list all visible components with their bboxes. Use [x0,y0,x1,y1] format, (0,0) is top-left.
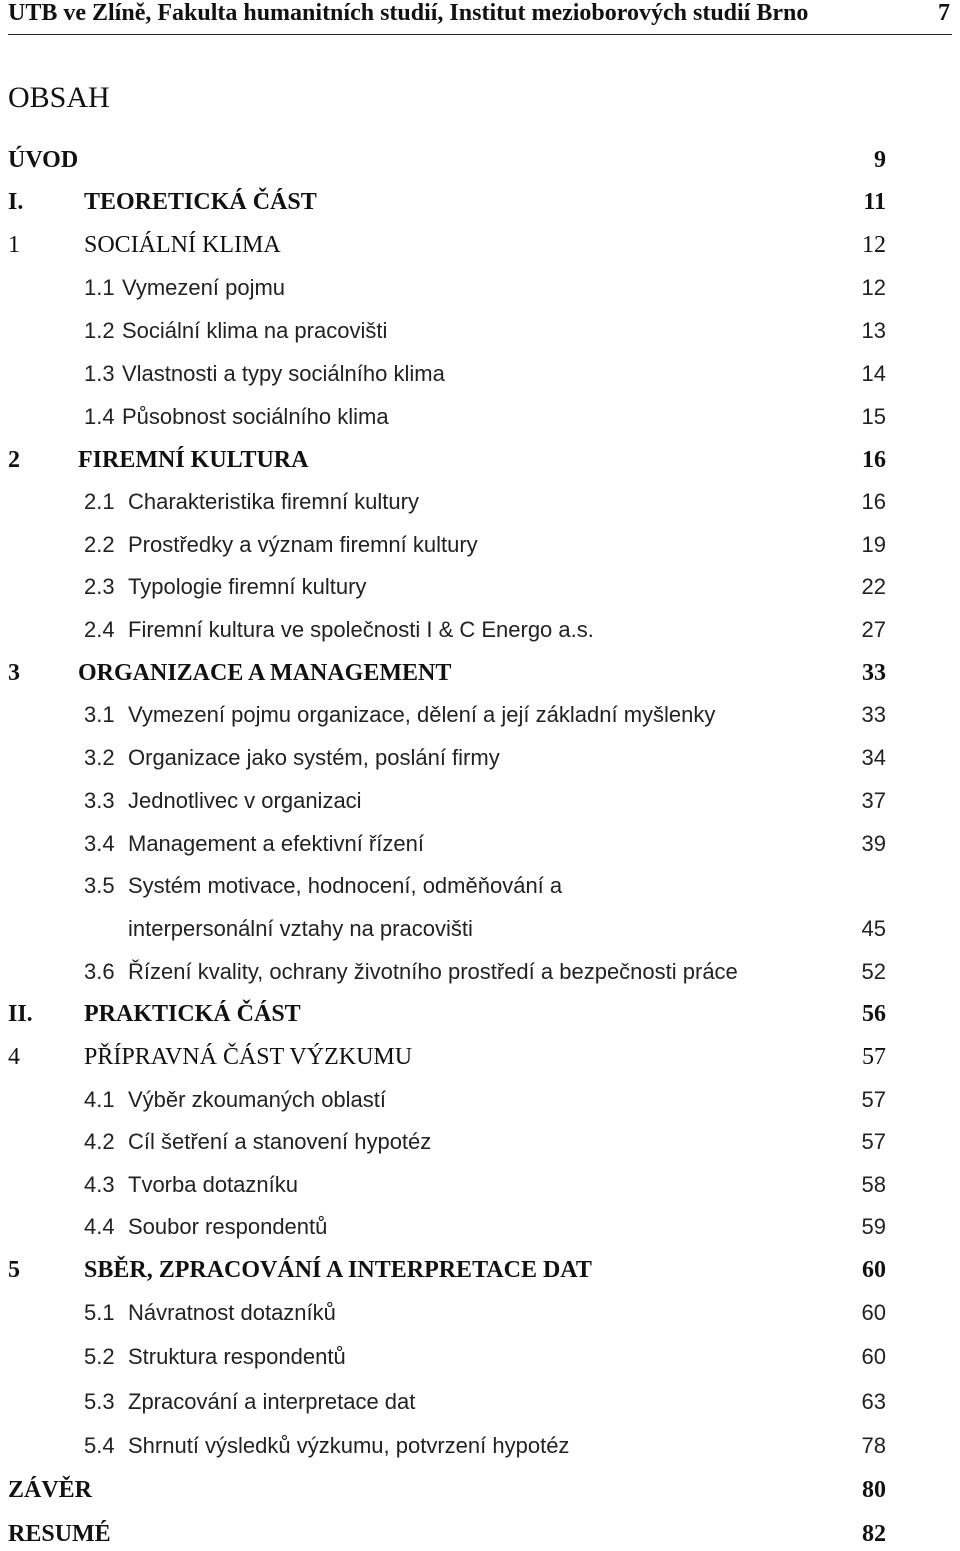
toc-entry-number: 1 [8,232,20,258]
toc-entry-page: 16 [861,489,886,514]
toc-entry-page: 52 [861,959,886,984]
toc-entry-page: 37 [861,788,886,813]
toc-entry [0,869,960,903]
header-title: UTB ve Zlíně, Fakulta humanitních studií, Institut mezioborových studií Brno [8,0,809,26]
toc-entry [0,912,960,946]
toc-entry-title: PŘÍPRAVNÁ ČÁST VÝZKUMU [84,1044,413,1070]
toc-entry-number: 4.1 [84,1087,115,1112]
toc-entry-title: RESUMÉ [8,1521,111,1547]
toc-entry-page: 12 [862,232,886,258]
toc-entry-number: 1.3 [84,361,115,386]
toc-entry-number: 1.2 [84,318,115,343]
toc-entry-title: SBĚR, ZPRACOVÁNÍ A INTERPRETACE DAT [84,1257,592,1283]
toc-entry-page: 15 [861,404,886,429]
toc-entry-page: 33 [862,660,886,686]
toc-entry [0,400,960,434]
toc-entry-number: 2.2 [84,532,115,557]
toc-entry-number: 4.2 [84,1129,115,1154]
toc-entry [0,357,960,391]
toc-entry-number: 5.3 [84,1389,115,1414]
toc-heading: OBSAH [8,81,110,114]
toc-entry [0,656,960,690]
toc-entry [0,1473,960,1507]
toc-entry-title: Shrnutí výsledků výzkumu, potvrzení hypotéz [128,1433,570,1458]
header-page-number: 7 [938,0,950,26]
toc-entry-page: 34 [861,745,886,770]
toc-entry [0,613,960,647]
toc-entry-number: 5 [8,1257,20,1283]
toc-entry-page: 60 [861,1344,886,1369]
toc-entry-title: PRAKTICKÁ ČÁST [84,1001,301,1027]
toc-entry-page: 16 [862,447,886,473]
toc-entry-title: Soubor respondentů [128,1214,328,1239]
toc-entry-title: Charakteristika firemní kultury [128,489,419,514]
toc-entry-title: Prostředky a význam firemní kultury [128,532,478,557]
toc-entry-number: I. [8,189,24,215]
toc-entry-page: 78 [861,1433,886,1458]
toc-entry-page: 56 [862,1001,886,1027]
toc-entry-number: 3.2 [84,745,115,770]
toc-entry-page: 63 [861,1389,886,1414]
toc-entry [0,314,960,348]
toc-entry-page: 9 [874,147,886,173]
toc-entry-title: ÚVOD [8,147,79,173]
toc-entry-title: Organizace jako systém, poslání firmy [128,745,500,770]
toc-entry [0,528,960,562]
toc-entry-title: Sociální klima na pracovišti [122,318,388,343]
toc-entry-title: Struktura respondentů [128,1344,346,1369]
toc-entry-number: 3.3 [84,788,115,813]
toc-entry [0,570,960,604]
toc-entry [0,443,960,477]
toc-entry-title: Management a efektivní řízení [128,831,424,856]
toc-entry [0,485,960,519]
toc-entry-number: 3.1 [84,702,115,727]
toc-entry [0,1083,960,1117]
toc-entry-page: 45 [861,916,886,941]
toc-entry [0,1168,960,1202]
toc-entry-title: Řízení kvality, ochrany životního prostředí a bezpečnosti práce [128,959,738,984]
toc-entry-title: Vlastnosti a typy sociálního klima [122,361,445,386]
toc-entry-title: Návratnost dotazníků [128,1300,336,1325]
toc-entry-title: Působnost sociálního klima [122,404,389,429]
toc-entry-page: 19 [861,532,886,557]
toc-entry [0,1517,960,1551]
toc-entry-page: 82 [862,1521,886,1547]
toc-entry-number: 2 [8,447,20,473]
toc-entry-title: Systém motivace, hodnocení, odměňování a [128,873,563,898]
toc-entry-title: Výběr zkoumaných oblastí [128,1087,387,1112]
toc-entry-number: 5.4 [84,1433,115,1458]
toc-entry-number: 3.4 [84,831,115,856]
toc-entry-title: SOCIÁLNÍ KLIMA [84,232,281,258]
toc-entry-page: 11 [863,189,886,215]
toc-entry-page: 58 [861,1172,886,1197]
toc-entry-page: 60 [861,1300,886,1325]
toc-entry [0,1340,960,1374]
toc-entry-number: 3.5 [84,873,115,898]
toc-entry-page: 12 [861,275,886,300]
toc-entry [0,271,960,305]
toc-entry [0,741,960,775]
toc-entry-title: TEORETICKÁ ČÁST [84,189,317,215]
toc-entry-number: 3.6 [84,959,115,984]
toc-entry-number: 5.1 [84,1300,115,1325]
toc-entry-number: 4.4 [84,1214,115,1239]
toc-entry-title: Tvorba dotazníku [128,1172,298,1197]
toc-entry-number: 5.2 [84,1344,115,1369]
toc-entry-title: Vymezení pojmu organizace, dělení a její základní myšlenky [128,702,716,727]
toc-entry [0,784,960,818]
toc-entry-page: 33 [861,702,886,727]
toc-entry-title: ORGANIZACE A MANAGEMENT [78,660,452,686]
toc-entry [0,955,960,989]
toc-entry-title: Jednotlivec v organizaci [128,788,362,813]
toc-entry-title: interpersonální vztahy na pracovišti [128,916,473,941]
toc-entry-page: 13 [861,318,886,343]
toc-entry-number: 2.3 [84,574,115,599]
toc-entry [0,698,960,732]
toc-entry-number: 4 [8,1044,20,1070]
toc-entry-page: 57 [862,1044,886,1070]
toc-entry [0,997,960,1031]
toc-entry [0,1385,960,1419]
toc-entry-page: 22 [861,574,886,599]
toc-entry-page: 57 [861,1087,886,1112]
toc-entry [0,1253,960,1287]
toc-entry-page: 14 [861,361,886,386]
toc-entry-number: 2.1 [84,489,115,514]
toc-entry-title: FIREMNÍ KULTURA [78,447,309,473]
toc-entry-number: 2.4 [84,617,115,642]
toc-entry [0,827,960,861]
toc-entry-title: ZÁVĚR [8,1477,93,1503]
toc-entry-number: 1.4 [84,404,115,429]
toc-entry-page: 39 [861,831,886,856]
toc-entry-number: 1.1 [84,275,115,300]
toc-entry-page: 59 [861,1214,886,1239]
toc-entry-title: Typologie firemní kultury [128,574,367,599]
toc-entry [0,1296,960,1330]
toc-entry [0,228,960,262]
toc-entry [0,185,960,219]
toc-entry-number: 4.3 [84,1172,115,1197]
toc-entry-number: II. [8,1001,33,1027]
toc-entry [0,1429,960,1463]
running-header [8,0,952,35]
toc-entry-title: Zpracování a interpretace dat [128,1389,416,1414]
toc-entry-page: 60 [862,1257,886,1283]
toc-entry [0,1125,960,1159]
toc-entry-page: 80 [862,1477,886,1503]
toc-entry-page: 57 [861,1129,886,1154]
toc-entry-title: Cíl šetření a stanovení hypotéz [128,1129,432,1154]
toc-entry [0,1210,960,1244]
toc-entry-page: 27 [861,617,886,642]
toc-entry-title: Vymezení pojmu [122,275,286,300]
toc-entry-number: 3 [8,660,20,686]
toc-entry [0,143,960,177]
toc-entry-title: Firemní kultura ve společnosti I & C Energo a.s. [128,617,594,642]
toc-entry [0,1040,960,1074]
